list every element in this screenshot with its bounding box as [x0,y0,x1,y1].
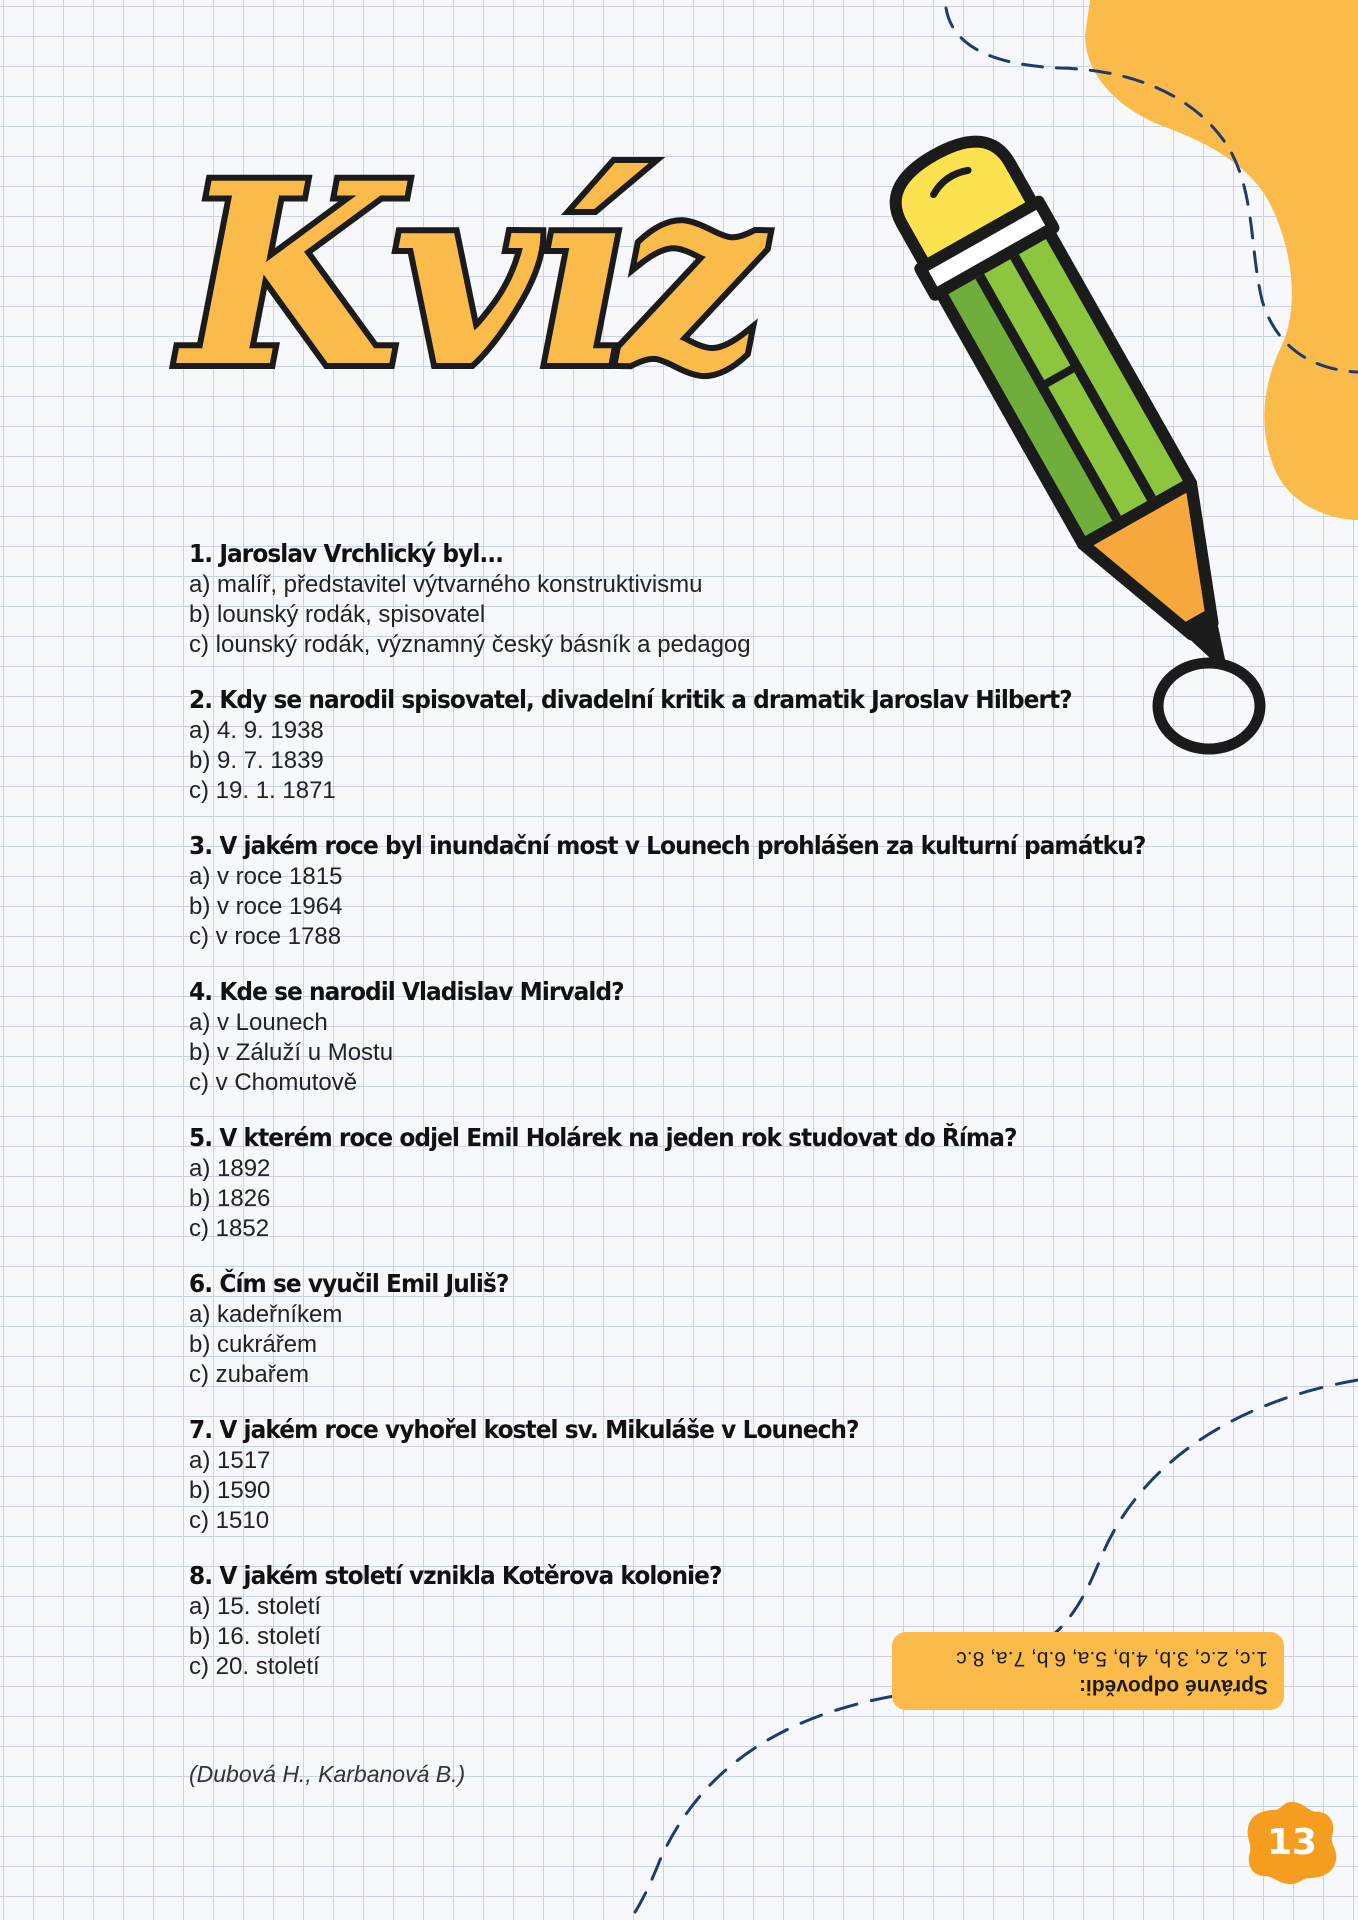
answers-text: 1.c, 2.c, 3.b, 4.b, 5.a, 6.b, 7.a, 8.c [956,1647,1268,1670]
answer-option-c: c) 19. 1. 1871 [189,777,336,804]
question-title: 5. V kterém roce odjel Emil Holárek na jeden rok studovat do Říma? [189,1123,1017,1152]
answer-option-a: a) malíř, představitel výtvarného konstruktivismu [189,571,703,598]
answer-option-c: c) v roce 1788 [189,923,342,950]
question-1 [189,537,1089,660]
answer-option-c: c) 1852 [189,1215,270,1242]
answer-option-c: c) zubařem [189,1361,310,1388]
page-number: 13 [1266,1821,1318,1863]
answer-option-b: b) v roce 1964 [189,893,343,920]
question-4 [189,975,1089,1098]
answer-option-b: b) v Záluží u Mostu [189,1039,394,1066]
answer-option-b: b) 9. 7. 1839 [189,747,324,774]
question-title: 8. V jakém století vznikla Kotěrova kolonie? [189,1561,722,1590]
question-7 [189,1413,1089,1536]
question-title: 7. V jakém roce vyhořel kostel sv. Mikuláše v Lounech? [189,1415,859,1444]
question-title: 2. Kdy se narodil spisovatel, divadelní kritik a dramatik Jaroslav Hilbert? [189,685,1072,714]
answer-option-b: b) 1590 [189,1477,271,1504]
answers-box [892,1632,1284,1710]
authors-credit: (Dubová H., Karbanová B.) [189,1761,466,1787]
question-3 [189,829,1146,952]
answer-option-c: c) 1510 [189,1507,270,1534]
answer-option-a: a) v roce 1815 [189,863,343,890]
answer-option-b: b) cukrářem [189,1331,318,1358]
answer-option-c: c) 20. století [189,1653,320,1680]
answers-title: Správné odpovědi: [1078,1675,1268,1698]
answer-option-c: c) v Chomutově [189,1069,358,1096]
answer-option-b: b) 16. století [189,1623,322,1650]
answer-option-a: a) v Lounech [189,1009,328,1036]
page-title: Kvíz [182,128,758,422]
answer-option-a: a) 1517 [189,1447,271,1474]
answer-option-a: a) kadeřníkem [189,1301,343,1328]
answer-option-b: b) lounský rodák, spisovatel [189,601,486,628]
answer-option-a: a) 4. 9. 1938 [189,717,324,744]
answer-option-b: b) 1826 [189,1185,271,1212]
question-title: 6. Čím se vyučil Emil Juliš? [189,1269,509,1298]
question-5 [189,1121,1089,1244]
question-2 [189,683,1089,806]
question-title: 4. Kde se narodil Vladislav Mirvald? [189,977,624,1006]
answer-option-a: a) 1892 [189,1155,271,1182]
question-title: 1. Jaroslav Vrchlický byl... [189,539,504,568]
answer-option-a: a) 15. století [189,1593,322,1620]
exclamation-dot-icon [1158,663,1260,749]
answer-option-c: c) lounský rodák, významný český básník a pedagog [189,631,751,658]
question-title: 3. V jakém roce byl inundační most v Lounech prohlášen za kulturní památku? [189,831,1146,860]
question-6 [189,1267,1089,1390]
